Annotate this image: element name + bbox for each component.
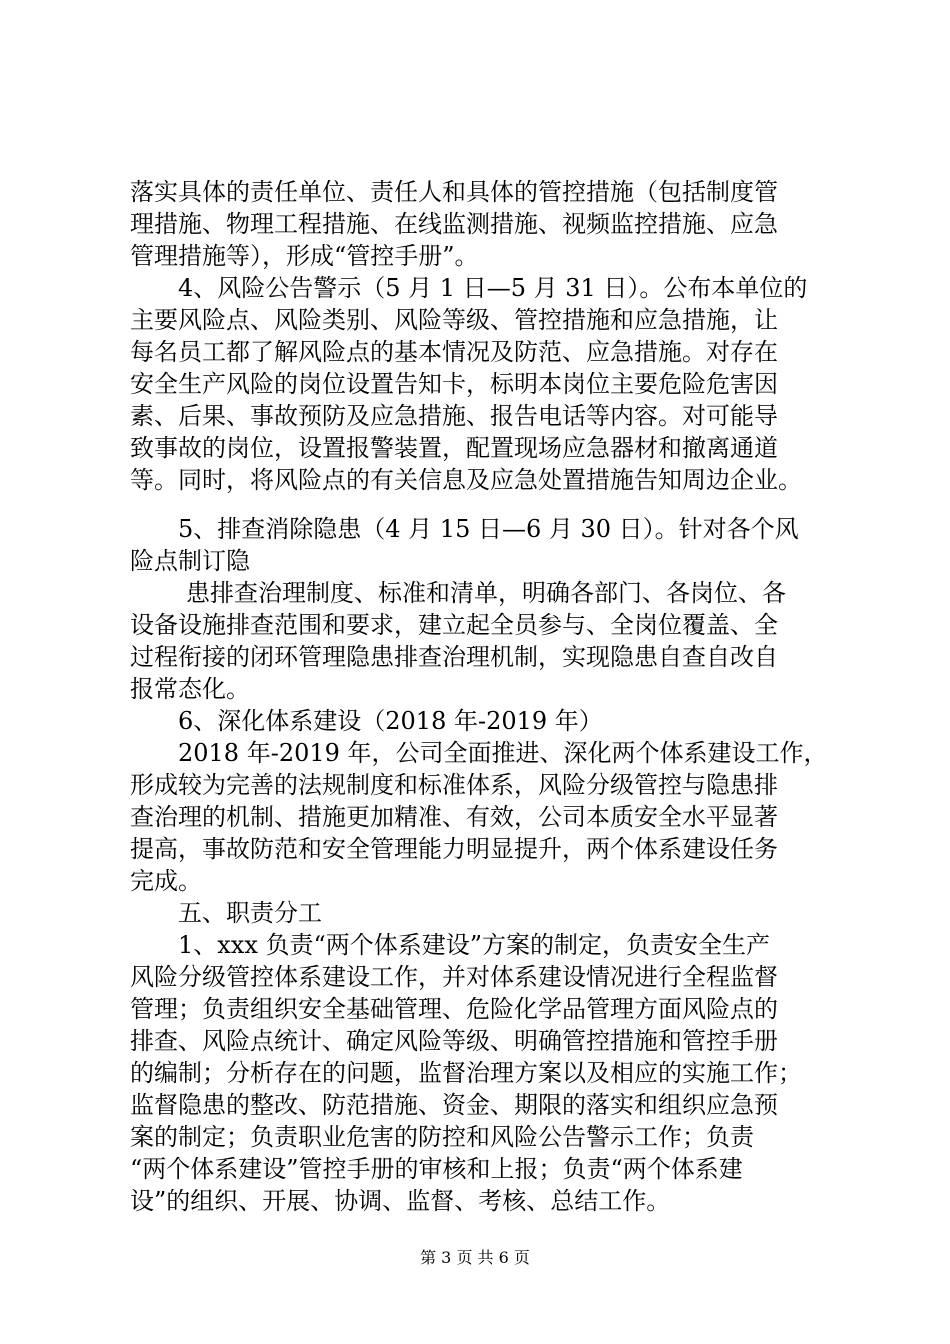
text-line: 管理；负责组织安全基础管理、危险化学品管理方面风险点的: [130, 995, 778, 1023]
text-line: 素、后果、事故预防及应急措施、报告电话等内容。对可能导: [130, 402, 778, 430]
text-line: 2018 年-2019 年，公司全面推进、深化两个体系建设工作，: [178, 739, 828, 767]
text-line: 4、风险公告警示（5 月 1 日—5 月 31 日）。公布本单位的: [178, 274, 808, 302]
text-line: 风险分级管控体系建设工作，并对体系建设情况进行全程监督: [130, 963, 778, 991]
text-line: 理措施、物理工程措施、在线监测措施、视频监控措施、应急: [130, 210, 778, 238]
text-line: 提高，事故防范和安全管理能力明显提升，两个体系建设任务: [130, 835, 778, 863]
text-line: 致事故的岗位，设置报警装置，配置现场应急器材和撤离通道: [130, 434, 778, 462]
text-line: 案的制定；负责职业危害的防控和风险公告警示工作；负责: [130, 1123, 754, 1151]
section-heading: 五、职责分工: [178, 899, 322, 927]
text-line: 等。同时，将风险点的有关信息及应急处置措施告知周边企业。: [130, 466, 802, 494]
text-line: 主要风险点、风险类别、风险等级、管控措施和应急措施，让: [130, 306, 778, 334]
text-line: 5、排查消除隐患（4 月 15 日—6 月 30 日）。针对各个风: [178, 515, 799, 543]
text-line: 的编制；分析存在的问题，监督治理方案以及相应的实施工作；: [130, 1059, 802, 1087]
text-line: 险点制订隐: [130, 547, 250, 575]
text-line: 患排查治理制度、标准和清单，明确各部门、各岗位、各: [186, 579, 786, 607]
text-line: 设备设施排查范围和要求，建立起全员参与、全岗位覆盖、全: [130, 611, 778, 639]
text-line: 安全生产风险的岗位设置告知卡，标明本岗位主要危险危害因: [130, 370, 778, 398]
text-line: 报常态化。: [130, 675, 250, 703]
text-line: 查治理的机制、措施更加精准、有效，公司本质安全水平显著: [130, 803, 778, 831]
text-line: 完成。: [130, 867, 202, 895]
text-line: 排查、风险点统计、确定风险等级、明确管控措施和管控手册: [130, 1027, 778, 1055]
text-line: 设”的组织、开展、协调、监督、考核、总结工作。: [130, 1187, 671, 1215]
text-line: 形成较为完善的法规制度和标准体系，风险分级管控与隐患排: [130, 771, 778, 799]
text-line: “两个体系建设”管控手册的审核和上报；负责“两个体系建: [130, 1155, 743, 1183]
text-line: 1、xxx 负责“两个体系建设”方案的制定，负责安全生产: [178, 931, 771, 959]
section-heading: 6、深化体系建设（2018 年-2019 年）: [178, 707, 603, 735]
text-line: 管理措施等），形成“管控手册”。: [130, 242, 479, 270]
text-line: 过程衔接的闭环管理隐患排查治理机制，实现隐患自查自改自: [130, 643, 778, 671]
page-footer: 第 3 页 共 6 页: [420, 1248, 530, 1267]
text-line: 每名员工都了解风险点的基本情况及防范、应急措施。对存在: [130, 338, 778, 366]
text-line: 落实具体的责任单位、责任人和具体的管控措施（包括制度管: [130, 178, 778, 206]
text-line: 监督隐患的整改、防范措施、资金、期限的落实和组织应急预: [130, 1091, 778, 1119]
